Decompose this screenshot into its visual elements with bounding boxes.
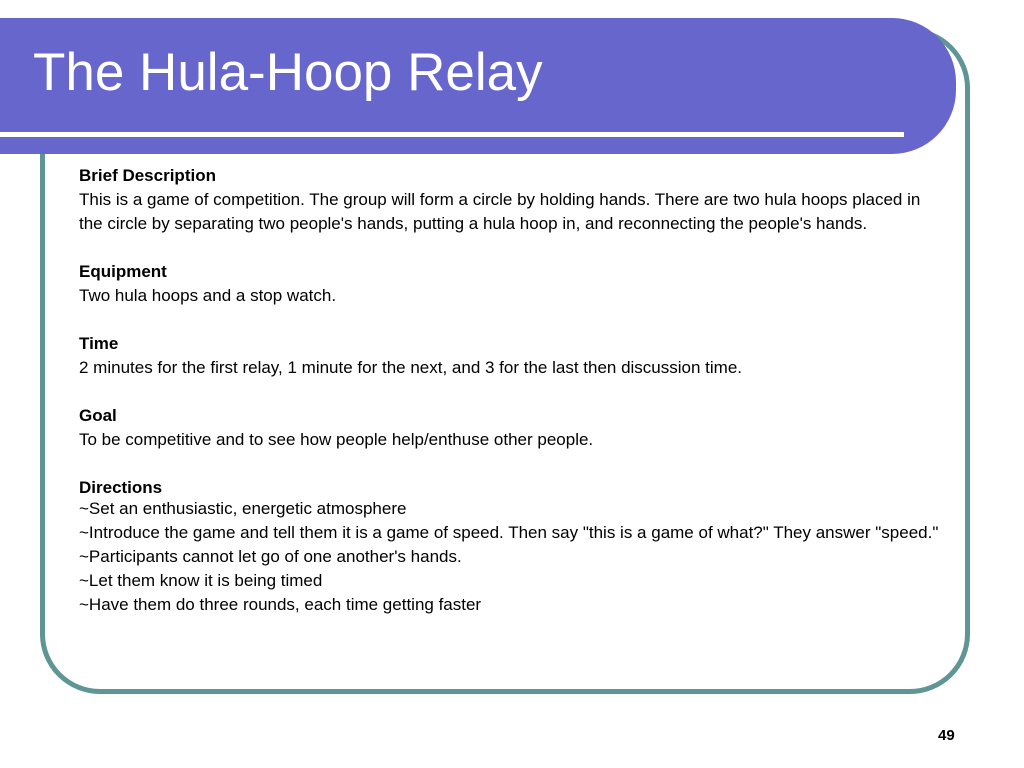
brief-description-heading: Brief Description	[79, 166, 216, 185]
slide-title: The Hula-Hoop Relay	[33, 43, 543, 102]
page-number: 49	[938, 727, 955, 744]
time-heading: Time	[79, 334, 119, 353]
direction-item: ~Let them know it is being timed	[79, 571, 323, 590]
section-brief-description	[79, 164, 947, 236]
direction-item: ~Set an enthusiastic, energetic atmosphere	[79, 499, 407, 518]
section-time	[79, 332, 947, 380]
title-underline	[0, 132, 904, 137]
slide-body	[79, 164, 947, 620]
direction-item: ~Introduce the game and tell them it is a game of speed. Then say "this is a game of what?" They answer "speed."	[79, 523, 939, 542]
time-text: 2 minutes for the first relay, 1 minute for the next, and 3 for the last then discussion time.	[79, 358, 743, 377]
section-goal	[79, 404, 947, 452]
goal-text: To be competitive and to see how people help/enthuse other people.	[79, 430, 594, 449]
goal-heading: Goal	[79, 406, 117, 425]
direction-item: ~Have them do three rounds, each time getting faster	[79, 595, 482, 614]
directions-heading: Directions	[79, 478, 163, 497]
equipment-heading: Equipment	[79, 262, 167, 281]
brief-description-text: This is a game of competition. The group will form a circle by holding hands. There are two hula hoops placed in the circle by separating two people's hands, putting a hula hoop in, and reconnecting the people's hands.	[79, 190, 921, 233]
equipment-text: Two hula hoops and a stop watch.	[79, 286, 337, 305]
direction-item: ~Participants cannot let go of one another's hands.	[79, 547, 462, 566]
section-directions	[79, 476, 947, 614]
section-equipment	[79, 260, 947, 308]
